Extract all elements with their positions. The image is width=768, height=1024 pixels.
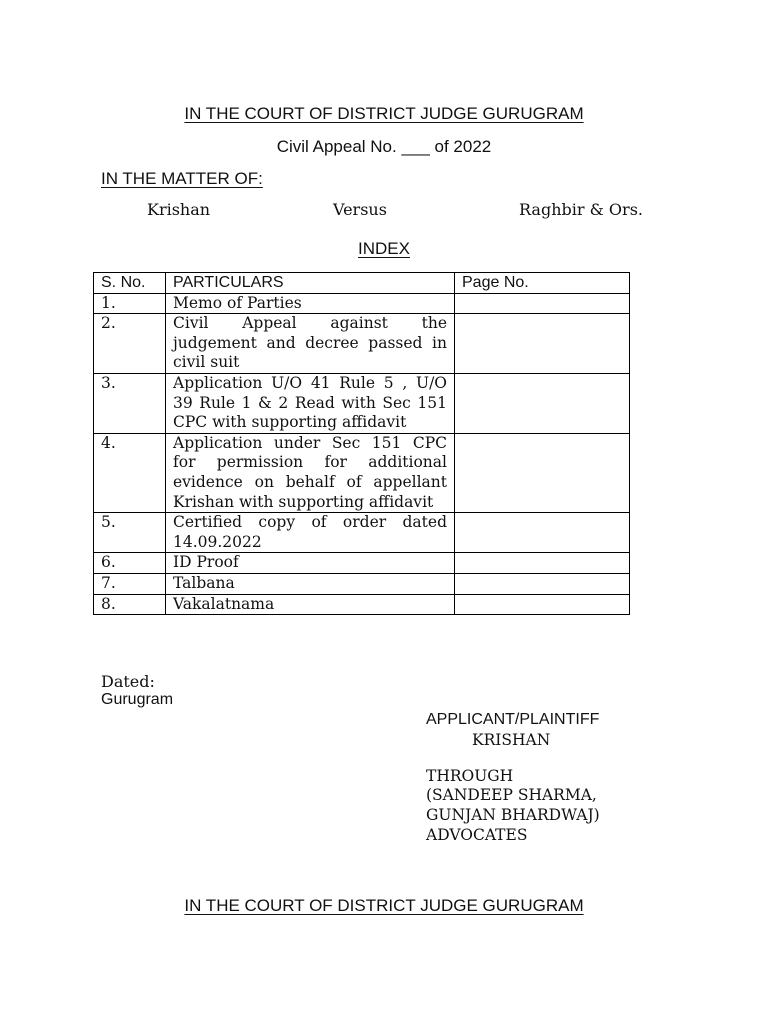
court-title: IN THE COURT OF DISTRICT JUDGE GURUGRAM — [184, 104, 584, 123]
column-header-sno: S. No. — [94, 273, 166, 294]
row-page — [455, 513, 630, 553]
row-particulars: Vakalatnama — [166, 594, 455, 615]
table-row — [94, 314, 630, 374]
row-sno: 3. — [94, 373, 166, 433]
advocates-line-2: GUNJAN BHARDWAJ) — [426, 806, 600, 824]
row-page — [455, 373, 630, 433]
applicant-name: KRISHAN — [472, 731, 551, 749]
column-header-particulars: PARTICULARS — [166, 273, 455, 294]
column-header-page: Page No. — [455, 273, 630, 294]
row-sno: 4. — [94, 433, 166, 512]
row-sno: 7. — [94, 573, 166, 594]
dated-label: Dated: — [101, 672, 155, 691]
row-particulars: Memo of Parties — [166, 293, 455, 314]
applicant-label: APPLICANT/PLAINTIFF — [426, 711, 600, 728]
row-sno: 6. — [94, 553, 166, 574]
index-table — [93, 272, 630, 615]
row-page — [455, 553, 630, 574]
row-particulars: Civil Appeal against the judgement and decree passed in civil suit — [166, 314, 455, 374]
row-page — [455, 314, 630, 374]
respondent-name: Raghbir & Ors. — [519, 200, 643, 219]
row-particulars: Certified copy of order dated 14.09.2022 — [166, 513, 455, 553]
appellant-name: Krishan — [147, 200, 211, 219]
table-row — [94, 373, 630, 433]
index-title: INDEX — [358, 239, 410, 258]
row-page — [455, 293, 630, 314]
table-row — [94, 293, 630, 314]
row-page — [455, 433, 630, 512]
advocates-line-3: ADVOCATES — [426, 826, 528, 844]
table-row — [94, 513, 630, 553]
matter-heading: IN THE MATTER OF: — [101, 169, 263, 188]
row-particulars: Talbana — [166, 573, 455, 594]
row-page — [455, 573, 630, 594]
table-header-row — [94, 273, 630, 294]
advocates-line-1: (SANDEEP SHARMA, — [426, 786, 597, 804]
table-row — [94, 573, 630, 594]
table-row — [94, 433, 630, 512]
row-particulars: Application U/O 41 Rule 5 , U/O 39 Rule 1 & 2 Read with Sec 151 CPC with supporting affidavit — [166, 373, 455, 433]
next-page-court-title: IN THE COURT OF DISTRICT JUDGE GURUGRAM — [184, 896, 584, 915]
table-row — [94, 594, 630, 615]
place-label: Gurugram — [101, 691, 174, 708]
table-row — [94, 553, 630, 574]
row-sno: 5. — [94, 513, 166, 553]
row-particulars: Application under Sec 151 CPC for permission for additional evidence on behalf of appellant Krishan with supporting affidavit — [166, 433, 455, 512]
row-sno: 8. — [94, 594, 166, 615]
row-page — [455, 594, 630, 615]
row-sno: 2. — [94, 314, 166, 374]
civil-appeal-number: Civil Appeal No. ___ of 2022 — [276, 137, 492, 156]
row-sno: 1. — [94, 293, 166, 314]
through-label: THROUGH — [426, 767, 514, 785]
row-particulars: ID Proof — [166, 553, 455, 574]
versus-label: Versus — [333, 200, 387, 219]
